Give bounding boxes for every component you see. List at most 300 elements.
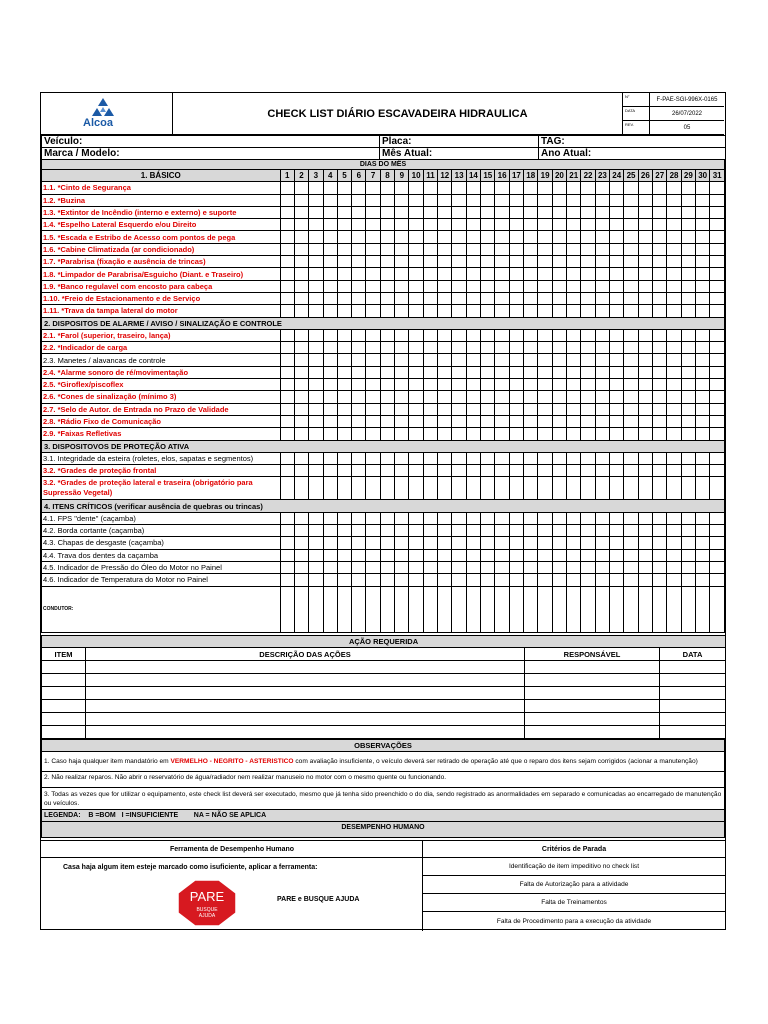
- check-cell[interactable]: [538, 415, 552, 427]
- check-cell[interactable]: [581, 268, 595, 280]
- check-cell[interactable]: [452, 549, 466, 561]
- check-cell[interactable]: [409, 415, 423, 427]
- check-cell[interactable]: [524, 280, 538, 292]
- check-cell[interactable]: [509, 256, 523, 268]
- check-cell[interactable]: [466, 477, 480, 500]
- check-cell[interactable]: [337, 329, 351, 341]
- check-cell[interactable]: [352, 243, 366, 255]
- check-cell[interactable]: [438, 206, 452, 218]
- check-cell[interactable]: [509, 219, 523, 231]
- check-cell[interactable]: [452, 379, 466, 391]
- check-cell[interactable]: [653, 537, 667, 549]
- check-cell[interactable]: [452, 243, 466, 255]
- check-cell[interactable]: [438, 477, 452, 500]
- check-cell[interactable]: [581, 561, 595, 573]
- check-cell[interactable]: [352, 428, 366, 440]
- check-cell[interactable]: [509, 391, 523, 403]
- check-cell[interactable]: [423, 452, 437, 464]
- check-cell[interactable]: [423, 305, 437, 317]
- check-cell[interactable]: [380, 512, 394, 524]
- check-cell[interactable]: [567, 354, 581, 366]
- check-cell[interactable]: [610, 537, 624, 549]
- check-cell[interactable]: [710, 256, 725, 268]
- check-cell[interactable]: [610, 305, 624, 317]
- check-cell[interactable]: [366, 415, 380, 427]
- check-cell[interactable]: [552, 512, 566, 524]
- check-cell[interactable]: [624, 366, 638, 378]
- check-cell[interactable]: [581, 574, 595, 586]
- check-cell[interactable]: [366, 182, 380, 194]
- check-cell[interactable]: [595, 268, 609, 280]
- check-cell[interactable]: [466, 268, 480, 280]
- check-cell[interactable]: [280, 354, 294, 366]
- check-cell[interactable]: [323, 243, 337, 255]
- check-cell[interactable]: [438, 243, 452, 255]
- check-cell[interactable]: [567, 549, 581, 561]
- check-cell[interactable]: [495, 428, 509, 440]
- check-cell[interactable]: [653, 525, 667, 537]
- acao-cell[interactable]: [86, 700, 525, 713]
- check-cell[interactable]: [710, 268, 725, 280]
- check-cell[interactable]: [610, 549, 624, 561]
- check-cell[interactable]: [567, 292, 581, 304]
- check-cell[interactable]: [595, 403, 609, 415]
- check-cell[interactable]: [495, 549, 509, 561]
- condutor-signature-cell[interactable]: [509, 586, 523, 632]
- check-cell[interactable]: [595, 280, 609, 292]
- check-cell[interactable]: [452, 561, 466, 573]
- check-cell[interactable]: [323, 465, 337, 477]
- check-cell[interactable]: [653, 256, 667, 268]
- check-cell[interactable]: [681, 415, 695, 427]
- check-cell[interactable]: [323, 512, 337, 524]
- check-cell[interactable]: [552, 194, 566, 206]
- check-cell[interactable]: [495, 280, 509, 292]
- check-cell[interactable]: [567, 194, 581, 206]
- check-cell[interactable]: [323, 194, 337, 206]
- check-cell[interactable]: [380, 465, 394, 477]
- check-cell[interactable]: [552, 477, 566, 500]
- check-cell[interactable]: [696, 256, 710, 268]
- check-cell[interactable]: [667, 391, 681, 403]
- check-cell[interactable]: [294, 305, 308, 317]
- check-cell[interactable]: [395, 391, 409, 403]
- acao-cell[interactable]: [42, 661, 86, 674]
- acao-cell[interactable]: [525, 726, 660, 739]
- check-cell[interactable]: [667, 305, 681, 317]
- check-cell[interactable]: [538, 243, 552, 255]
- check-cell[interactable]: [466, 379, 480, 391]
- check-cell[interactable]: [667, 219, 681, 231]
- check-cell[interactable]: [423, 379, 437, 391]
- condutor-signature-cell[interactable]: [309, 586, 323, 632]
- check-cell[interactable]: [610, 366, 624, 378]
- acao-cell[interactable]: [660, 661, 726, 674]
- check-cell[interactable]: [667, 194, 681, 206]
- check-cell[interactable]: [294, 525, 308, 537]
- check-cell[interactable]: [409, 366, 423, 378]
- check-cell[interactable]: [552, 379, 566, 391]
- check-cell[interactable]: [337, 452, 351, 464]
- check-cell[interactable]: [466, 537, 480, 549]
- check-cell[interactable]: [294, 379, 308, 391]
- check-cell[interactable]: [581, 231, 595, 243]
- check-cell[interactable]: [395, 292, 409, 304]
- check-cell[interactable]: [337, 379, 351, 391]
- check-cell[interactable]: [538, 379, 552, 391]
- condutor-signature-cell[interactable]: [380, 586, 394, 632]
- check-cell[interactable]: [395, 537, 409, 549]
- check-cell[interactable]: [452, 305, 466, 317]
- acao-cell[interactable]: [660, 674, 726, 687]
- check-cell[interactable]: [595, 512, 609, 524]
- check-cell[interactable]: [681, 243, 695, 255]
- acao-cell[interactable]: [525, 674, 660, 687]
- check-cell[interactable]: [438, 219, 452, 231]
- check-cell[interactable]: [653, 268, 667, 280]
- check-cell[interactable]: [567, 379, 581, 391]
- check-cell[interactable]: [509, 182, 523, 194]
- check-cell[interactable]: [495, 243, 509, 255]
- check-cell[interactable]: [653, 182, 667, 194]
- check-cell[interactable]: [409, 452, 423, 464]
- check-cell[interactable]: [495, 219, 509, 231]
- check-cell[interactable]: [653, 329, 667, 341]
- check-cell[interactable]: [466, 292, 480, 304]
- check-cell[interactable]: [552, 231, 566, 243]
- check-cell[interactable]: [466, 219, 480, 231]
- check-cell[interactable]: [294, 428, 308, 440]
- check-cell[interactable]: [294, 342, 308, 354]
- check-cell[interactable]: [481, 574, 495, 586]
- check-cell[interactable]: [352, 525, 366, 537]
- check-cell[interactable]: [495, 329, 509, 341]
- check-cell[interactable]: [696, 292, 710, 304]
- check-cell[interactable]: [337, 280, 351, 292]
- check-cell[interactable]: [423, 256, 437, 268]
- check-cell[interactable]: [280, 465, 294, 477]
- check-cell[interactable]: [438, 379, 452, 391]
- check-cell[interactable]: [352, 219, 366, 231]
- check-cell[interactable]: [638, 268, 652, 280]
- check-cell[interactable]: [667, 354, 681, 366]
- check-cell[interactable]: [710, 243, 725, 255]
- check-cell[interactable]: [610, 391, 624, 403]
- check-cell[interactable]: [538, 206, 552, 218]
- check-cell[interactable]: [466, 280, 480, 292]
- check-cell[interactable]: [294, 329, 308, 341]
- check-cell[interactable]: [524, 574, 538, 586]
- check-cell[interactable]: [366, 428, 380, 440]
- check-cell[interactable]: [552, 280, 566, 292]
- check-cell[interactable]: [624, 329, 638, 341]
- check-cell[interactable]: [653, 206, 667, 218]
- check-cell[interactable]: [538, 256, 552, 268]
- check-cell[interactable]: [337, 403, 351, 415]
- check-cell[interactable]: [595, 415, 609, 427]
- check-cell[interactable]: [595, 182, 609, 194]
- check-cell[interactable]: [423, 403, 437, 415]
- check-cell[interactable]: [638, 206, 652, 218]
- check-cell[interactable]: [309, 243, 323, 255]
- check-cell[interactable]: [638, 477, 652, 500]
- condutor-signature-cell[interactable]: [624, 586, 638, 632]
- check-cell[interactable]: [337, 428, 351, 440]
- check-cell[interactable]: [538, 231, 552, 243]
- check-cell[interactable]: [466, 342, 480, 354]
- check-cell[interactable]: [366, 256, 380, 268]
- check-cell[interactable]: [509, 574, 523, 586]
- check-cell[interactable]: [610, 561, 624, 573]
- check-cell[interactable]: [581, 342, 595, 354]
- check-cell[interactable]: [423, 342, 437, 354]
- check-cell[interactable]: [366, 342, 380, 354]
- check-cell[interactable]: [309, 465, 323, 477]
- check-cell[interactable]: [509, 292, 523, 304]
- check-cell[interactable]: [710, 561, 725, 573]
- check-cell[interactable]: [337, 305, 351, 317]
- check-cell[interactable]: [380, 415, 394, 427]
- check-cell[interactable]: [653, 403, 667, 415]
- check-cell[interactable]: [681, 256, 695, 268]
- check-cell[interactable]: [366, 452, 380, 464]
- check-cell[interactable]: [538, 403, 552, 415]
- check-cell[interactable]: [638, 428, 652, 440]
- check-cell[interactable]: [438, 366, 452, 378]
- check-cell[interactable]: [352, 206, 366, 218]
- check-cell[interactable]: [280, 243, 294, 255]
- check-cell[interactable]: [567, 182, 581, 194]
- check-cell[interactable]: [509, 512, 523, 524]
- check-cell[interactable]: [323, 305, 337, 317]
- check-cell[interactable]: [624, 206, 638, 218]
- check-cell[interactable]: [538, 512, 552, 524]
- condutor-signature-cell[interactable]: [481, 586, 495, 632]
- check-cell[interactable]: [380, 452, 394, 464]
- check-cell[interactable]: [495, 342, 509, 354]
- check-cell[interactable]: [567, 256, 581, 268]
- check-cell[interactable]: [610, 268, 624, 280]
- acao-cell[interactable]: [86, 726, 525, 739]
- check-cell[interactable]: [380, 428, 394, 440]
- check-cell[interactable]: [323, 231, 337, 243]
- check-cell[interactable]: [610, 219, 624, 231]
- check-cell[interactable]: [710, 194, 725, 206]
- acao-cell[interactable]: [86, 661, 525, 674]
- check-cell[interactable]: [438, 561, 452, 573]
- check-cell[interactable]: [423, 428, 437, 440]
- check-cell[interactable]: [667, 243, 681, 255]
- check-cell[interactable]: [380, 379, 394, 391]
- check-cell[interactable]: [337, 231, 351, 243]
- check-cell[interactable]: [438, 305, 452, 317]
- check-cell[interactable]: [294, 537, 308, 549]
- check-cell[interactable]: [309, 415, 323, 427]
- check-cell[interactable]: [323, 537, 337, 549]
- check-cell[interactable]: [280, 366, 294, 378]
- check-cell[interactable]: [638, 256, 652, 268]
- check-cell[interactable]: [380, 280, 394, 292]
- check-cell[interactable]: [681, 219, 695, 231]
- check-cell[interactable]: [495, 268, 509, 280]
- check-cell[interactable]: [280, 403, 294, 415]
- check-cell[interactable]: [323, 391, 337, 403]
- check-cell[interactable]: [452, 574, 466, 586]
- check-cell[interactable]: [681, 549, 695, 561]
- check-cell[interactable]: [395, 268, 409, 280]
- check-cell[interactable]: [280, 525, 294, 537]
- check-cell[interactable]: [280, 206, 294, 218]
- check-cell[interactable]: [452, 231, 466, 243]
- check-cell[interactable]: [681, 512, 695, 524]
- check-cell[interactable]: [653, 231, 667, 243]
- check-cell[interactable]: [538, 477, 552, 500]
- check-cell[interactable]: [337, 366, 351, 378]
- condutor-signature-cell[interactable]: [409, 586, 423, 632]
- check-cell[interactable]: [452, 477, 466, 500]
- check-cell[interactable]: [481, 329, 495, 341]
- check-cell[interactable]: [681, 403, 695, 415]
- check-cell[interactable]: [567, 477, 581, 500]
- check-cell[interactable]: [638, 243, 652, 255]
- check-cell[interactable]: [323, 329, 337, 341]
- check-cell[interactable]: [495, 465, 509, 477]
- check-cell[interactable]: [696, 574, 710, 586]
- check-cell[interactable]: [337, 354, 351, 366]
- check-cell[interactable]: [352, 366, 366, 378]
- check-cell[interactable]: [423, 329, 437, 341]
- check-cell[interactable]: [710, 477, 725, 500]
- check-cell[interactable]: [509, 428, 523, 440]
- check-cell[interactable]: [337, 194, 351, 206]
- check-cell[interactable]: [524, 465, 538, 477]
- check-cell[interactable]: [309, 512, 323, 524]
- check-cell[interactable]: [681, 561, 695, 573]
- check-cell[interactable]: [552, 428, 566, 440]
- check-cell[interactable]: [624, 280, 638, 292]
- check-cell[interactable]: [710, 549, 725, 561]
- check-cell[interactable]: [466, 415, 480, 427]
- check-cell[interactable]: [409, 512, 423, 524]
- check-cell[interactable]: [352, 342, 366, 354]
- check-cell[interactable]: [524, 206, 538, 218]
- check-cell[interactable]: [466, 329, 480, 341]
- check-cell[interactable]: [337, 512, 351, 524]
- check-cell[interactable]: [280, 305, 294, 317]
- check-cell[interactable]: [352, 415, 366, 427]
- check-cell[interactable]: [538, 452, 552, 464]
- check-cell[interactable]: [481, 366, 495, 378]
- check-cell[interactable]: [380, 391, 394, 403]
- check-cell[interactable]: [509, 280, 523, 292]
- check-cell[interactable]: [309, 354, 323, 366]
- check-cell[interactable]: [638, 537, 652, 549]
- acao-cell[interactable]: [525, 687, 660, 700]
- check-cell[interactable]: [681, 268, 695, 280]
- check-cell[interactable]: [624, 537, 638, 549]
- check-cell[interactable]: [466, 465, 480, 477]
- check-cell[interactable]: [380, 549, 394, 561]
- check-cell[interactable]: [395, 182, 409, 194]
- check-cell[interactable]: [509, 525, 523, 537]
- check-cell[interactable]: [696, 366, 710, 378]
- check-cell[interactable]: [280, 329, 294, 341]
- check-cell[interactable]: [624, 525, 638, 537]
- check-cell[interactable]: [409, 194, 423, 206]
- check-cell[interactable]: [380, 354, 394, 366]
- check-cell[interactable]: [466, 428, 480, 440]
- check-cell[interactable]: [681, 354, 695, 366]
- check-cell[interactable]: [595, 243, 609, 255]
- check-cell[interactable]: [595, 452, 609, 464]
- check-cell[interactable]: [681, 525, 695, 537]
- check-cell[interactable]: [395, 574, 409, 586]
- check-cell[interactable]: [409, 537, 423, 549]
- check-cell[interactable]: [294, 574, 308, 586]
- check-cell[interactable]: [481, 379, 495, 391]
- check-cell[interactable]: [524, 366, 538, 378]
- check-cell[interactable]: [624, 561, 638, 573]
- check-cell[interactable]: [352, 329, 366, 341]
- check-cell[interactable]: [638, 465, 652, 477]
- check-cell[interactable]: [595, 574, 609, 586]
- check-cell[interactable]: [280, 231, 294, 243]
- check-cell[interactable]: [638, 342, 652, 354]
- check-cell[interactable]: [366, 525, 380, 537]
- check-cell[interactable]: [653, 465, 667, 477]
- check-cell[interactable]: [309, 280, 323, 292]
- check-cell[interactable]: [524, 391, 538, 403]
- check-cell[interactable]: [323, 403, 337, 415]
- check-cell[interactable]: [466, 452, 480, 464]
- check-cell[interactable]: [696, 391, 710, 403]
- check-cell[interactable]: [624, 219, 638, 231]
- check-cell[interactable]: [653, 219, 667, 231]
- check-cell[interactable]: [667, 379, 681, 391]
- check-cell[interactable]: [466, 194, 480, 206]
- check-cell[interactable]: [366, 219, 380, 231]
- check-cell[interactable]: [309, 391, 323, 403]
- check-cell[interactable]: [538, 537, 552, 549]
- check-cell[interactable]: [638, 305, 652, 317]
- check-cell[interactable]: [337, 206, 351, 218]
- check-cell[interactable]: [610, 512, 624, 524]
- check-cell[interactable]: [481, 342, 495, 354]
- check-cell[interactable]: [380, 231, 394, 243]
- check-cell[interactable]: [595, 525, 609, 537]
- check-cell[interactable]: [653, 391, 667, 403]
- check-cell[interactable]: [309, 366, 323, 378]
- check-cell[interactable]: [280, 391, 294, 403]
- check-cell[interactable]: [323, 342, 337, 354]
- check-cell[interactable]: [280, 477, 294, 500]
- check-cell[interactable]: [710, 354, 725, 366]
- check-cell[interactable]: [610, 329, 624, 341]
- check-cell[interactable]: [567, 268, 581, 280]
- check-cell[interactable]: [309, 231, 323, 243]
- check-cell[interactable]: [667, 182, 681, 194]
- check-cell[interactable]: [567, 452, 581, 464]
- check-cell[interactable]: [595, 305, 609, 317]
- check-cell[interactable]: [481, 415, 495, 427]
- check-cell[interactable]: [595, 366, 609, 378]
- check-cell[interactable]: [380, 219, 394, 231]
- check-cell[interactable]: [409, 256, 423, 268]
- check-cell[interactable]: [481, 428, 495, 440]
- check-cell[interactable]: [552, 525, 566, 537]
- check-cell[interactable]: [495, 415, 509, 427]
- check-cell[interactable]: [481, 292, 495, 304]
